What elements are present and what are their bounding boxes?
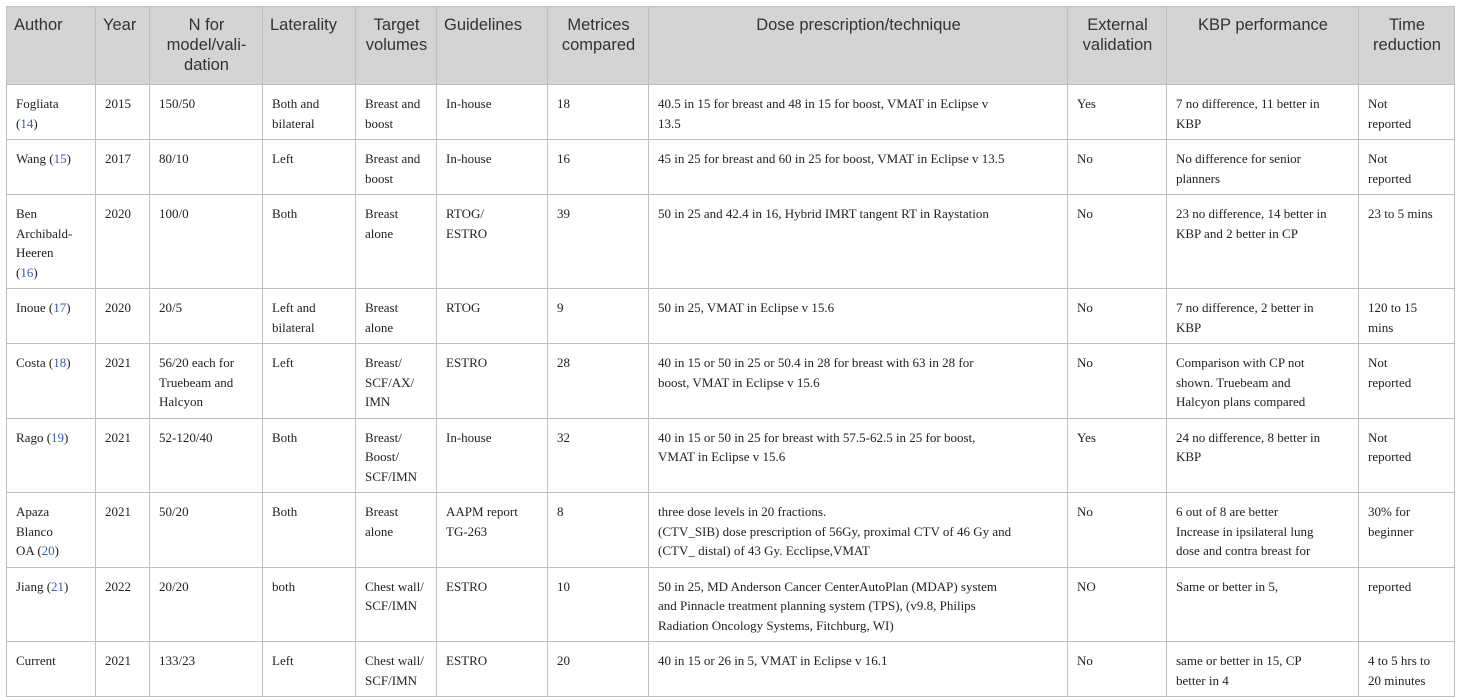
cell-external: Yes [1068,418,1167,493]
cell-guidelines: In-house [437,85,548,140]
cell-kbp: 23 no difference, 14 better in KBP and 2 better in CP [1167,195,1359,289]
cell-external: No [1068,289,1167,344]
comparison-table [6,6,1455,697]
cell-laterality: both [263,567,356,642]
table-row [7,418,1455,493]
citation-link[interactable]: 15 [53,151,67,166]
header-year: Year [96,7,150,85]
cell-guidelines: AAPM report TG-263 [437,493,548,568]
cell-dose: 50 in 25, VMAT in Eclipse v 15.6 [649,289,1068,344]
cell-target: Breast alone [356,195,437,289]
citation-link[interactable]: 17 [53,300,67,315]
cell-author: Wang (15) [7,140,96,195]
cell-target: Breast alone [356,493,437,568]
cell-time: 4 to 5 hrs to 20 minutes [1359,642,1455,697]
cell-kbp: 7 no difference, 2 better in KBP [1167,289,1359,344]
cell-laterality: Both [263,493,356,568]
cell-external: Yes [1068,85,1167,140]
cell-author: Rago (19) [7,418,96,493]
cell-author: Ben Archibald- Heeren (16) [7,195,96,289]
cell-year: 2021 [96,418,150,493]
cell-target: Breast and boost [356,140,437,195]
header-external-validation: External validation [1068,7,1167,85]
cell-dose: 40 in 15 or 50 in 25 for breast with 57.5-62.5 in 25 for boost, VMAT in Eclipse v 15.6 [649,418,1068,493]
cell-laterality: Left [263,140,356,195]
cell-time: 23 to 5 mins [1359,195,1455,289]
cell-external: No [1068,344,1167,419]
cell-metrics: 18 [548,85,649,140]
cell-n: 100/0 [150,195,263,289]
cell-kbp: 7 no difference, 11 better in KBP [1167,85,1359,140]
cell-dose: 40.5 in 15 for breast and 48 in 15 for boost, VMAT in Eclipse v 13.5 [649,85,1068,140]
cell-time: Not reported [1359,140,1455,195]
cell-n: 20/20 [150,567,263,642]
header-kbp-performance: KBP performance [1167,7,1359,85]
cell-external: NO [1068,567,1167,642]
cell-author: Inoue (17) [7,289,96,344]
table-row [7,642,1455,697]
cell-guidelines: ESTRO [437,642,548,697]
cell-year: 2017 [96,140,150,195]
cell-year: 2015 [96,85,150,140]
cell-metrics: 32 [548,418,649,493]
cell-metrics: 20 [548,642,649,697]
cell-kbp: same or better in 15, CP better in 4 [1167,642,1359,697]
cell-guidelines: ESTRO [437,344,548,419]
cell-target: Breast/ Boost/ SCF/IMN [356,418,437,493]
citation-link[interactable]: 16 [20,264,34,280]
header-dose: Dose prescription/technique [649,7,1068,85]
cell-author: Current [7,642,96,697]
cell-time: Not reported [1359,344,1455,419]
cell-dose: 45 in 25 for breast and 60 in 25 for boost, VMAT in Eclipse v 13.5 [649,140,1068,195]
cell-laterality: Left and bilateral [263,289,356,344]
citation-link[interactable]: 21 [51,578,65,594]
cell-year: 2022 [96,567,150,642]
header-target-volumes: Target volumes [356,7,437,85]
cell-external: No [1068,140,1167,195]
cell-target: Chest wall/ SCF/IMN [356,642,437,697]
cell-metrics: 9 [548,289,649,344]
table-row [7,140,1455,195]
table-row [7,85,1455,140]
cell-laterality: Both [263,418,356,493]
cell-time: Not reported [1359,418,1455,493]
cell-metrics: 16 [548,140,649,195]
cell-time: 30% for beginner [1359,493,1455,568]
cell-dose: 50 in 25, MD Anderson Cancer CenterAutoPlan (MDAP) system and Pinnacle treatment planning system (TPS), (v9.8, Philips Radiation Oncology Systems, Fitchburg, WI) [649,567,1068,642]
table-row [7,289,1455,344]
cell-metrics: 8 [548,493,649,568]
cell-metrics: 28 [548,344,649,419]
header-laterality: Laterality [263,7,356,85]
cell-author: Fogliata (14) [7,85,96,140]
cell-n: 133/23 [150,642,263,697]
cell-guidelines: In-house [437,418,548,493]
cell-n: 50/20 [150,493,263,568]
cell-kbp: Same or better in 5, [1167,567,1359,642]
cell-external: No [1068,195,1167,289]
header-metrics: Metrices compared [548,7,649,85]
citation-link[interactable]: 20 [41,543,55,558]
cell-kbp: No difference for senior planners [1167,140,1359,195]
cell-laterality: Left [263,642,356,697]
citation-link[interactable]: 18 [53,355,67,370]
header-time-reduction: Time reduction [1359,7,1455,85]
citation-link[interactable]: 14 [20,115,34,131]
cell-guidelines: RTOG [437,289,548,344]
cell-n: 80/10 [150,140,263,195]
cell-metrics: 39 [548,195,649,289]
cell-author: Jiang (21) [7,567,96,642]
cell-target: Breast/ SCF/AX/ IMN [356,344,437,419]
cell-n: 20/5 [150,289,263,344]
table-row [7,344,1455,419]
cell-year: 2020 [96,289,150,344]
cell-author: Apaza Blanco OA (20) [7,493,96,568]
cell-year: 2021 [96,642,150,697]
cell-laterality: Left [263,344,356,419]
cell-laterality: Both [263,195,356,289]
cell-metrics: 10 [548,567,649,642]
cell-dose: 50 in 25 and 42.4 in 16, Hybrid IMRT tangent RT in Raystation [649,195,1068,289]
cell-target: Chest wall/ SCF/IMN [356,567,437,642]
citation-link[interactable]: 19 [51,429,65,445]
cell-kbp: 6 out of 8 are better Increase in ipsilateral lung dose and contra breast for [1167,493,1359,568]
header-n: N for model/vali- dation [150,7,263,85]
cell-year: 2020 [96,195,150,289]
cell-dose: 40 in 15 or 50 in 25 or 50.4 in 28 for breast with 63 in 28 for boost, VMAT in Eclipse v 15.6 [649,344,1068,419]
cell-n: 56/20 each for Truebeam and Halcyon [150,344,263,419]
table-row [7,195,1455,289]
cell-dose: three dose levels in 20 fractions. (CTV_SIB) dose prescription of 56Gy, proximal CTV of 46 Gy and (CTV_ distal) of 43 Gy. Ecclipse,VMAT [649,493,1068,568]
cell-n: 52-120/40 [150,418,263,493]
cell-target: Breast and boost [356,85,437,140]
cell-year: 2021 [96,344,150,419]
cell-time: Not reported [1359,85,1455,140]
cell-dose: 40 in 15 or 26 in 5, VMAT in Eclipse v 16.1 [649,642,1068,697]
cell-n: 150/50 [150,85,263,140]
cell-guidelines: RTOG/ ESTRO [437,195,548,289]
cell-year: 2021 [96,493,150,568]
cell-external: No [1068,493,1167,568]
table-row [7,567,1455,642]
cell-time: 120 to 15 mins [1359,289,1455,344]
cell-kbp: Comparison with CP not shown. Truebeam and Halcyon plans compared [1167,344,1359,419]
header-row [7,7,1455,85]
header-guidelines: Guidelines [437,7,548,85]
cell-guidelines: ESTRO [437,567,548,642]
cell-laterality: Both and bilateral [263,85,356,140]
cell-target: Breast alone [356,289,437,344]
cell-external: No [1068,642,1167,697]
cell-kbp: 24 no difference, 8 better in KBP [1167,418,1359,493]
header-author: Author [7,7,96,85]
cell-time: reported [1359,567,1455,642]
cell-guidelines: In-house [437,140,548,195]
cell-author: Costa (18) [7,344,96,419]
table-row [7,493,1455,568]
